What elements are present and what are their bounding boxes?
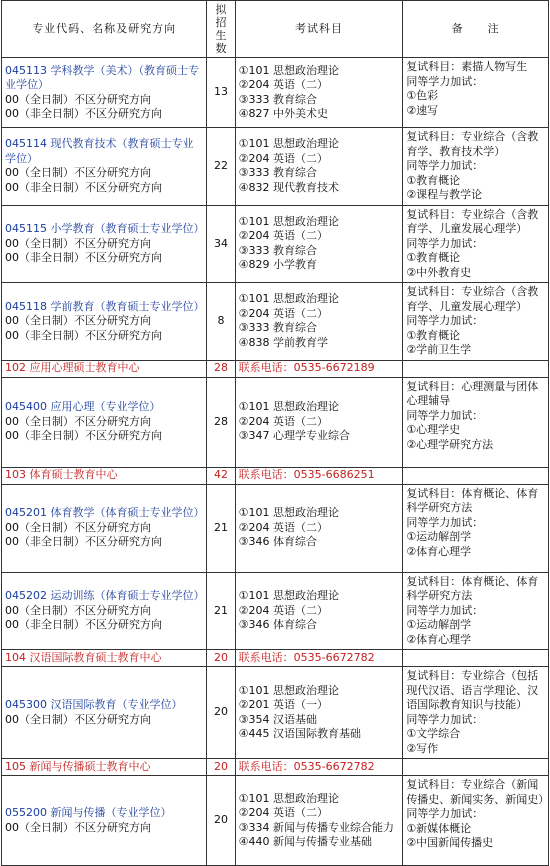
- study-direction: 00（全日制）不区分研究方向: [5, 92, 151, 106]
- remark-line: 复试科目：专业综合（含教育学、儿童发展心理学）: [406, 207, 539, 235]
- enrollment-table: [1, 0, 549, 866]
- header-subjects: 考试科目: [235, 1, 403, 58]
- study-direction: 00（非全日制）不区分研究方向: [5, 535, 162, 549]
- remarks-cell: [403, 283, 549, 361]
- study-direction: 00（全日制）不区分研究方向: [5, 236, 151, 250]
- major-cell: [2, 667, 207, 759]
- remarks-cell: [403, 377, 549, 467]
- remark-line: 同等学力加试：: [406, 408, 484, 422]
- major-title: 045400 应用心理（专业学位）: [5, 400, 161, 414]
- remark-line: ①运动解剖学: [406, 618, 472, 631]
- subjects-cell: [235, 128, 403, 206]
- center-row: [2, 467, 549, 484]
- remarks-cell: [403, 484, 549, 572]
- major-row: [2, 128, 549, 206]
- center-title: 104 汉语国际教育硕士教育中心: [2, 650, 207, 667]
- enroll-count: 20: [207, 667, 235, 759]
- exam-subject: ②204 英语（二）: [238, 151, 329, 165]
- exam-subject: ①101 思想政治理论: [238, 63, 340, 77]
- exam-subject: ③354 汉语基础: [238, 712, 318, 726]
- major-cell: [2, 377, 207, 467]
- center-phone: 联系电话：0535-6672189: [235, 360, 403, 377]
- remarks-cell: [403, 58, 549, 128]
- remark-line: ②体育心理学: [406, 544, 472, 558]
- subjects-cell: [235, 776, 403, 866]
- remark-line: ②中国新闻传播史: [406, 836, 494, 849]
- major-row: [2, 667, 549, 759]
- study-direction: 00（全日制）不区分研究方向: [5, 314, 151, 327]
- center-count: 20: [207, 650, 235, 667]
- center-row: [2, 759, 549, 776]
- study-direction: 00（全日制）不区分研究方向: [5, 520, 151, 534]
- remark-line: 复试科目：素描人物写生: [406, 60, 528, 73]
- center-title: 102 应用心理硕士教育中心: [2, 360, 207, 377]
- major-row: [2, 205, 549, 283]
- remark-line: 复试科目：体育概论、体育科学研究方法: [406, 486, 539, 514]
- exam-subject: ②204 英语（二）: [238, 806, 329, 819]
- major-title: 045114 现代教育技术（教育硕士专业学位）: [5, 137, 194, 165]
- remarks-cell: [403, 205, 549, 283]
- remark-line: 同等学力加试：: [406, 603, 484, 617]
- exam-subject: ①101 思想政治理论: [238, 506, 340, 520]
- subjects-cell: [235, 205, 403, 283]
- remark-line: ①教育概论: [406, 251, 461, 264]
- exam-subject: ①101 思想政治理论: [238, 400, 340, 414]
- study-direction: 00（全日制）不区分研究方向: [5, 603, 151, 617]
- study-direction: 00（全日制）不区分研究方向: [5, 712, 151, 726]
- subjects-cell: [235, 484, 403, 572]
- exam-subject: ④838 学前教育学: [238, 335, 329, 349]
- exam-subject: ③333 教育综合: [238, 92, 318, 106]
- exam-subject: ③333 教育综合: [238, 321, 318, 335]
- enroll-count: 22: [207, 128, 235, 206]
- remark-line: ②学前卫生学: [406, 343, 472, 356]
- remark-line: 同等学力加试：: [406, 159, 484, 172]
- major-title: 045202 运动训练（体育硕士专业学位）: [5, 589, 205, 602]
- study-direction: 00（非全日制）不区分研究方向: [5, 328, 162, 342]
- remark-line: ①教育概论: [406, 328, 461, 342]
- study-direction: 00（非全日制）不区分研究方向: [5, 251, 162, 264]
- subjects-cell: [235, 572, 403, 650]
- remark-line: 复试科目：专业综合（包括现代汉语、语言学理论、汉语国际教育知识与技能）: [406, 669, 539, 711]
- center-count: 28: [207, 360, 235, 377]
- remark-line: ①文学综合: [406, 727, 461, 740]
- remark-line: 同等学力加试：: [406, 807, 484, 820]
- major-row: [2, 572, 549, 650]
- study-direction: 00（全日制）不区分研究方向: [5, 820, 151, 834]
- center-phone: 联系电话：0535-6686251: [235, 467, 403, 484]
- remark-line: ①新媒体概论: [406, 821, 472, 835]
- exam-subject: ①101 思想政治理论: [238, 791, 340, 805]
- exam-subject: ④445 汉语国际教育基础: [238, 727, 362, 740]
- major-cell: [2, 283, 207, 361]
- exam-subject: ①101 思想政治理论: [238, 214, 340, 228]
- exam-subject: ③333 教育综合: [238, 243, 318, 257]
- enroll-count: 8: [207, 283, 235, 361]
- remark-line: ②课程与教学论: [406, 188, 483, 201]
- center-title: 105 新闻与传播硕士教育中心: [2, 759, 207, 776]
- enroll-count: 28: [207, 377, 235, 467]
- remarks-cell: [403, 572, 549, 650]
- header-remarks: 备 注: [403, 1, 549, 58]
- center-remark-empty: [403, 650, 549, 667]
- exam-subject: ④827 中外美术史: [238, 107, 329, 120]
- remark-line: ②写作: [406, 741, 439, 755]
- enroll-count: 21: [207, 572, 235, 650]
- remarks-cell: [403, 776, 549, 866]
- center-count: 42: [207, 467, 235, 484]
- exam-subject: ①101 思想政治理论: [238, 137, 340, 151]
- major-row: [2, 283, 549, 361]
- major-title: 045300 汉语国际教育（专业学位）: [5, 698, 183, 711]
- enroll-count: 13: [207, 58, 235, 128]
- remarks-cell: [403, 128, 549, 206]
- center-remark-empty: [403, 759, 549, 776]
- center-title: 103 体育硕士教育中心: [2, 467, 207, 484]
- exam-subject: ③346 体育综合: [238, 618, 318, 631]
- major-row: [2, 484, 549, 572]
- remark-line: 复试科目：专业综合（新闻传播史、新闻实务、新闻史）: [406, 778, 550, 806]
- header-row: [2, 1, 549, 58]
- exam-subject: ④832 现代教育技术: [238, 180, 340, 194]
- center-row: [2, 650, 549, 667]
- exam-subject: ①101 思想政治理论: [238, 292, 340, 306]
- study-direction: 00（全日制）不区分研究方向: [5, 414, 151, 428]
- remark-line: ②速写: [406, 103, 439, 117]
- remarks-cell: [403, 667, 549, 759]
- remark-line: ②心理学研究方法: [406, 437, 494, 451]
- study-direction: 00（非全日制）不区分研究方向: [5, 429, 162, 443]
- major-row: [2, 58, 549, 128]
- remark-line: 复试科目：体育概论、体育科学研究方法: [406, 574, 539, 602]
- subjects-cell: [235, 283, 403, 361]
- major-title: 045201 体育教学（体育硕士专业学位）: [5, 506, 205, 520]
- center-phone: 联系电话：0535-6672782: [235, 650, 403, 667]
- remark-line: 同等学力加试：: [406, 515, 484, 529]
- header-major: 专业代码、名称及研究方向: [2, 1, 207, 58]
- subjects-cell: [235, 58, 403, 128]
- exam-subject: ①101 思想政治理论: [238, 683, 340, 697]
- exam-subject: ②204 英语（二）: [238, 603, 329, 617]
- major-cell: [2, 484, 207, 572]
- enroll-count: 21: [207, 484, 235, 572]
- major-cell: [2, 58, 207, 128]
- remark-line: 复试科目：心理测量与团体心理辅导: [406, 379, 539, 407]
- major-title: 045115 小学教育（教育硕士专业学位）: [5, 222, 205, 235]
- exam-subject: ②204 英语（二）: [238, 229, 329, 243]
- exam-subject: ④440 新闻与传播专业基础: [238, 835, 373, 848]
- exam-subject: ③346 体育综合: [238, 535, 318, 549]
- remark-line: 同等学力加试：: [406, 314, 484, 327]
- subjects-cell: [235, 377, 403, 467]
- remark-line: ①教育概论: [406, 173, 461, 187]
- remark-line: ①色彩: [406, 89, 439, 102]
- study-direction: 00（非全日制）不区分研究方向: [5, 618, 162, 631]
- exam-subject: ②204 英语（二）: [238, 520, 329, 534]
- enroll-count: 34: [207, 205, 235, 283]
- study-direction: 00（非全日制）不区分研究方向: [5, 107, 162, 120]
- subjects-cell: [235, 667, 403, 759]
- center-remark-empty: [403, 467, 549, 484]
- exam-subject: ③334 新闻与传播专业综合能力: [238, 820, 395, 834]
- exam-subject: ③333 教育综合: [238, 166, 318, 180]
- major-title: 045118 学前教育（教育硕士专业学位）: [5, 299, 205, 313]
- header-count: 拟招生数: [207, 1, 235, 58]
- remark-line: ②中外教育史: [406, 265, 472, 279]
- study-direction: 00（全日制）不区分研究方向: [5, 166, 151, 180]
- center-phone: 联系电话：0535-6672782: [235, 759, 403, 776]
- remark-line: 同等学力加试：: [406, 712, 484, 726]
- exam-subject: ③347 心理学专业综合: [238, 429, 351, 443]
- remark-line: 复试科目：专业综合（含教育学、儿童发展心理学）: [406, 285, 539, 313]
- remark-line: 复试科目：专业综合（含教育学、教育技术学）: [406, 130, 539, 158]
- remark-line: 同等学力加试：: [406, 236, 484, 250]
- remark-line: ①心理学史: [406, 423, 461, 436]
- major-cell: [2, 776, 207, 866]
- major-row: [2, 377, 549, 467]
- major-cell: [2, 128, 207, 206]
- center-remark-empty: [403, 360, 549, 377]
- major-title: 055200 新闻与传播（专业学位）: [5, 806, 172, 819]
- study-direction: 00（非全日制）不区分研究方向: [5, 180, 162, 194]
- major-title: 045113 学科教学（美术）（教育硕士专业学位）: [5, 63, 199, 91]
- exam-subject: ①101 思想政治理论: [238, 589, 340, 602]
- remark-line: ①运动解剖学: [406, 530, 472, 543]
- major-cell: [2, 205, 207, 283]
- remark-line: 同等学力加试：: [406, 74, 484, 88]
- enroll-count: 20: [207, 776, 235, 866]
- exam-subject: ②201 英语（一）: [238, 698, 329, 711]
- exam-subject: ②204 英语（二）: [238, 78, 329, 91]
- exam-subject: ②204 英语（二）: [238, 414, 329, 428]
- major-row: [2, 776, 549, 866]
- center-row: [2, 360, 549, 377]
- table-body: [2, 58, 549, 866]
- center-count: 20: [207, 759, 235, 776]
- remark-line: ②体育心理学: [406, 632, 472, 646]
- exam-subject: ④829 小学教育: [238, 258, 318, 272]
- major-cell: [2, 572, 207, 650]
- exam-subject: ②204 英语（二）: [238, 306, 329, 320]
